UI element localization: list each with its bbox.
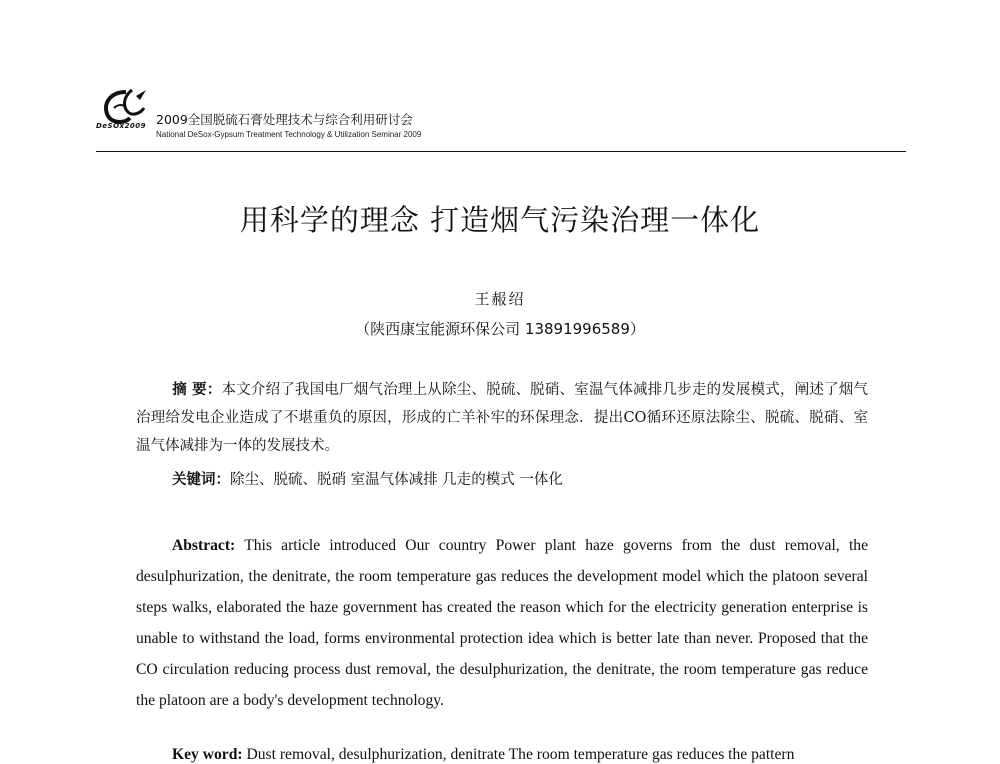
seminar-subtitle: National DeSox-Gypsum Treatment Technology & Utilization Seminar 2009 <box>156 130 422 139</box>
keywords-en-label: Key word: <box>172 746 243 763</box>
keywords-en <box>172 746 872 764</box>
abstract-en-label: Abstract: <box>172 537 236 554</box>
abstract-en-text: This article introduced Our country Power plant haze governs from the dust removal, the desulphurization, the denitrate, the room temperature gas reduces the development model which the platoon several steps walks, elaborated the haze government has created the reason which for the electricity generation enterprise is unable to withstand the load, forms environmental protection idea which is better late than never. Proposed that the CO circulation reducing process dust removal, the desulphurization, the denitrate, the room temperature gas reduce the platoon are a body's development technology. <box>136 537 868 709</box>
keywords-cn <box>172 468 872 489</box>
header-divider <box>96 151 906 152</box>
keywords-cn-label: 关键词： <box>172 471 230 488</box>
abstract-cn-text: 本文介绍了我国电厂烟气治理上从除尘、脱硫、脱硝、室温气体减排几步走的发展模式，阐述了烟气治理给发电企业造成了不堪重负的原因，形成的亡羊补牢的环保理念．提出CO循环还原法除尘、脱硫、脱硝、室温气体减排为一体的发展技术。 <box>136 382 868 454</box>
seminar-header <box>96 86 906 152</box>
keywords-cn-text: 除尘、脱硫、脱硝 室温气体减排 几走的模式 一体化 <box>230 472 563 488</box>
abstract-en <box>136 530 868 716</box>
logo-caption: DeSOx2009 <box>96 122 147 130</box>
abstract-cn-label: 摘 要： <box>172 381 222 398</box>
author-affiliation: （陕西康宝能源环保公司 13891996589） <box>355 320 645 338</box>
abstract-cn <box>136 376 868 460</box>
seminar-title: 2009全国脱硫石膏处理技术与综合利用研讨会 <box>156 112 413 127</box>
paper-title: 用科学的理念 打造烟气污染治理一体化 <box>239 203 761 237</box>
keywords-en-text: Dust removal, desulphurization, denitrate The room temperature gas reduces the pattern <box>246 746 795 763</box>
author-name: 王赧绍 <box>474 290 526 308</box>
